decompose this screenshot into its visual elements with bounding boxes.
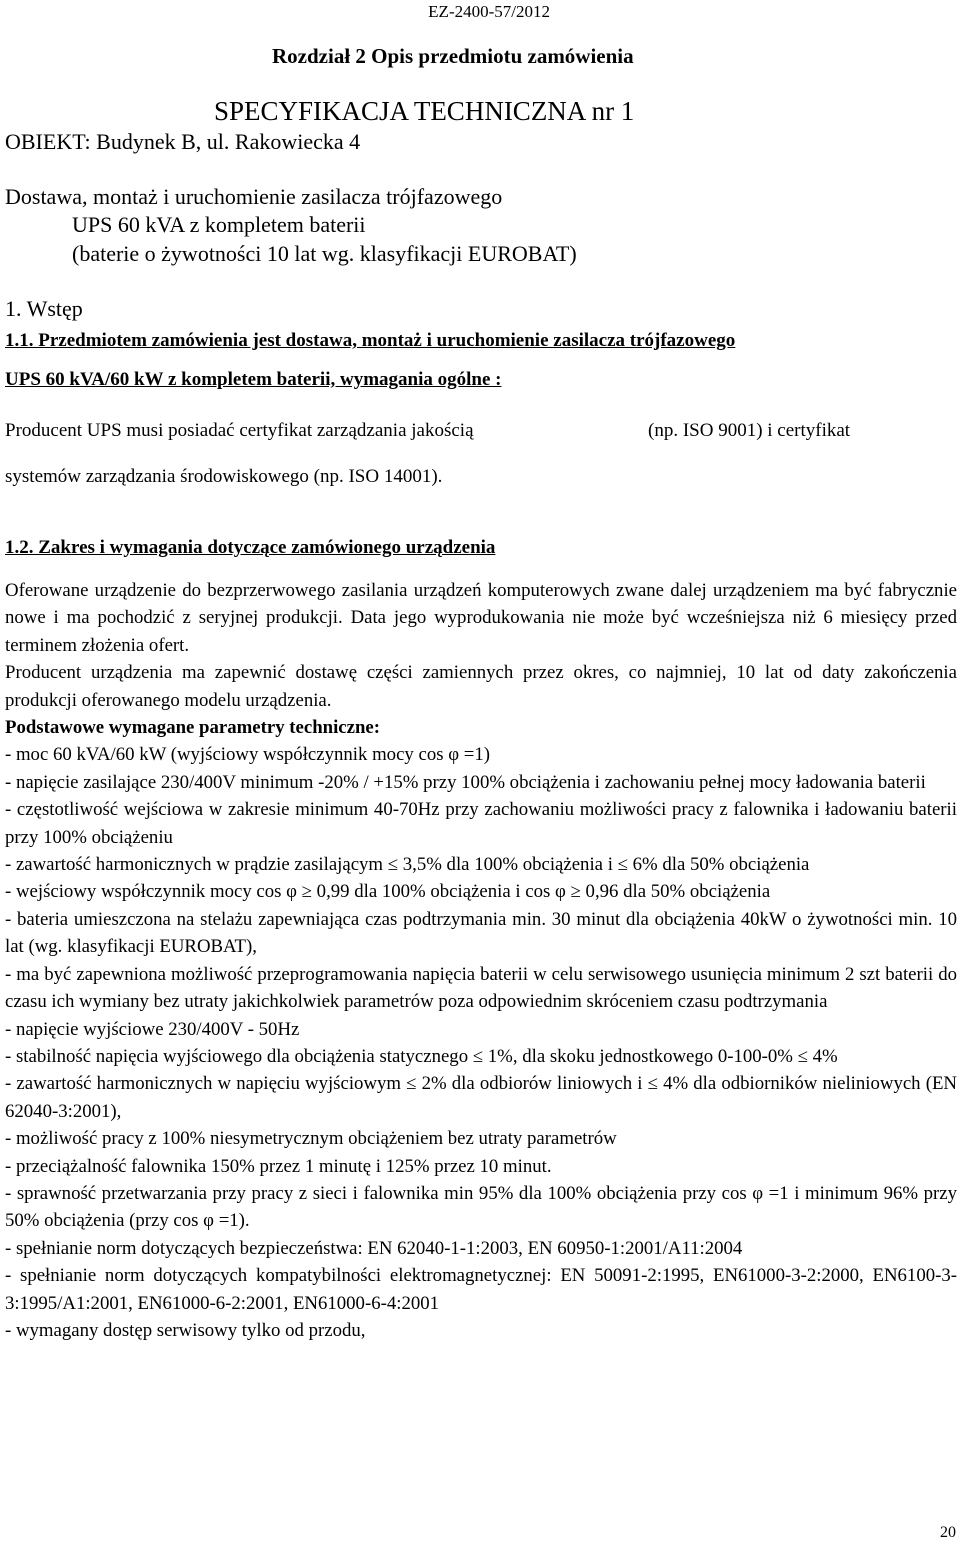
param-item: - spełnianie norm dotyczących kompatybilności elektromagnetycznej: EN 50091-2:1995, EN61000-3-2:2000, EN6100-3-3:1995/A1:2001, EN61000-6-2:2001, EN61000-6-4:2001 — [5, 1265, 957, 1314]
delivery-line-3: (baterie o żywotności 10 lat wg. klasyfikacji EUROBAT) — [72, 241, 577, 266]
page-number: 20 — [940, 1524, 956, 1541]
delivery-line-1: Dostawa, montaż i uruchomienie zasilacza trójfazowego — [5, 184, 503, 209]
section-1-2-heading: 1.2. Zakres i wymagania dotyczące zamówionego urządzenia — [5, 537, 496, 558]
param-item: - wymagany dostęp serwisowy tylko od przodu, — [5, 1319, 366, 1341]
param-item: - moc 60 kVA/60 kW (wyjściowy współczynnik mocy cos φ =1) — [5, 744, 490, 766]
param-item: - możliwość pracy z 100% niesymetrycznym obciążeniem bez utraty parametrów — [5, 1128, 617, 1150]
spec-title: SPECYFIKACJA TECHNICZNA nr 1 — [214, 96, 635, 126]
param-item: - napięcie wyjściowe 230/400V - 50Hz — [5, 1018, 300, 1040]
delivery-line-2: UPS 60 kVA z kompletem baterii — [72, 212, 366, 237]
param-item: - sprawność przetwarzania przy pracy z sieci i falownika min 95% dla 100% obciążenia przy cos φ =1 i minimum 96% przy 50% obciążenia (przy cos φ =1). — [5, 1182, 957, 1232]
param-item: - częstotliwość wejściowa w zakresie minimum 40-70Hz przy zachowaniu możliwości pracy z falownika i ładowaniu baterii przy 100% obciążeniu — [5, 799, 957, 848]
section-1-2-body — [5, 577, 957, 1344]
params-heading: Podstawowe wymagane parametry techniczne: — [5, 717, 381, 739]
producer-line-2: systemów zarządzania środowiskowego (np. ISO 14001). — [5, 466, 443, 487]
object-line: OBIEKT: Budynek B, ul. Rakowiecka 4 — [5, 129, 361, 154]
param-item: - napięcie zasilające 230/400V minimum -20% / +15% przy 100% obciążenia i zachowaniu pełnej mocy ładowania baterii — [5, 771, 926, 793]
param-item: - spełnianie norm dotyczących bezpieczeństwa: EN 62040-1-1:2003, EN 60950-1:2001/A11:2004 — [5, 1237, 743, 1259]
section-1-1-line-2: UPS 60 kVA/60 kW z kompletem baterii, wymagania ogólne : — [5, 369, 502, 390]
intro-heading: 1. Wstęp — [5, 296, 83, 321]
param-item: - ma być zapewniona możliwość przeprogramowania napięcia baterii w celu serwisowego usunięcia minimum 2 szt baterii do czasu ich wymiany bez utraty jakichkolwiek parametrów poza odpowiednim skróceniem czasu podtrzymania — [5, 963, 957, 1013]
paragraph-spare-parts: Producent urządzenia ma zapewnić dostawę części zamiennych przez okres, co najmniej, 10 lat od daty zakończenia produkcji oferowanego modelu urządzenia. — [5, 662, 957, 711]
section-1-1-line-1: 1.1. Przedmiotem zamówienia jest dostawa, montaż i uruchomienie zasilacza trójfazowego — [5, 330, 736, 351]
paragraph-offer: Oferowane urządzenie do bezprzerwowego zasilania urządzeń komputerowych zwane dalej urządzeniem ma być fabrycznie nowe i ma pochodzić z seryjnej produkcji. Data jego wyprodukowania nie może być wcześniejsza niż 6 miesięcy przed terminem złożenia ofert. — [5, 580, 957, 656]
param-item: - przeciążalność falownika 150% przez 1 minutę i 125% przez 10 minut. — [5, 1155, 552, 1177]
param-item: - stabilność napięcia wyjściowego dla obciążenia statycznego ≤ 1%, dla skoku jednostkowego 0-100-0% ≤ 4% — [5, 1045, 838, 1067]
param-item: - zawartość harmonicznych w napięciu wyjściowym ≤ 2% dla odbiorów liniowych i ≤ 4% dla odbiorników nieliniowych (EN 62040-3:2001), — [5, 1073, 957, 1122]
producer-text-a: Producent UPS musi posiadać certyfikat zarządzania jakością — [5, 420, 474, 441]
document-id: EZ-2400-57/2012 — [428, 2, 550, 21]
param-item: - zawartość harmonicznych w prądzie zasilającym ≤ 3,5% dla 100% obciążenia i ≤ 6% dla 50% obciążenia — [5, 854, 810, 876]
chapter-title: Rozdział 2 Opis przedmiotu zamówienia — [272, 44, 634, 68]
param-item: - bateria umieszczona na stelażu zapewniająca czas podtrzymania min. 30 minut dla obciążenia 40kW o żywotności min. 10 lat (wg. klasyfikacji EUROBAT), — [5, 908, 957, 958]
producer-text-b: (np. ISO 9001) i certyfikat — [648, 420, 851, 441]
param-item: - wejściowy współczynnik mocy cos φ ≥ 0,99 dla 100% obciążenia i cos φ ≥ 0,96 dla 50% obciążenia — [5, 881, 771, 903]
